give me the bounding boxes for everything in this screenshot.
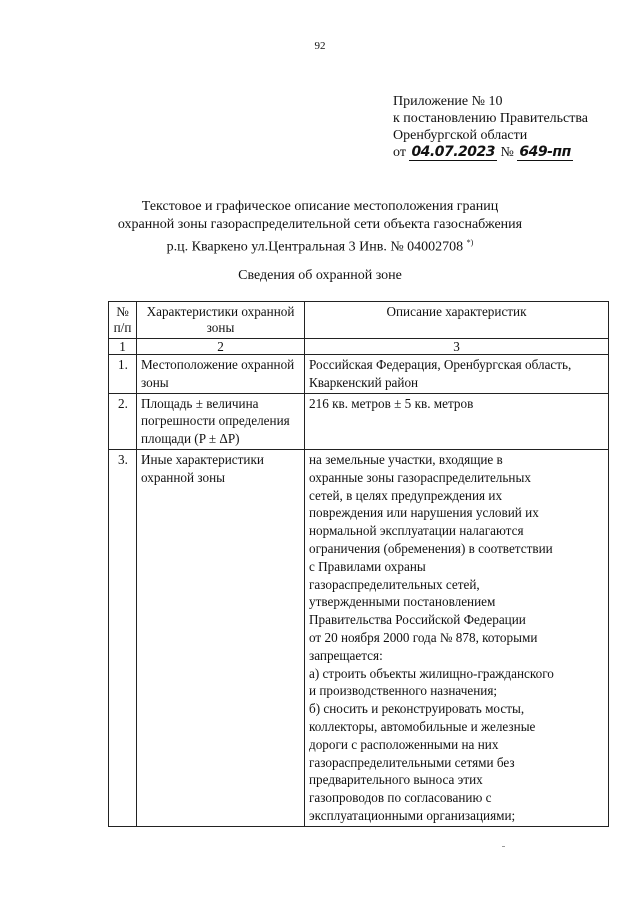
number-prefix: № [500,145,514,160]
description-line: коллекторы, автомобильные и железные [309,718,536,734]
appendix-block [393,93,623,161]
appendix-line-1: Приложение № 10 [393,94,503,109]
section-subtitle: Сведения об охранной зоне [238,268,402,283]
description-line: дороги с расположенными на них [309,736,499,752]
row-number: 2. [109,393,137,449]
zone-info-table [108,301,609,827]
index-cell-3: 3 [305,339,609,355]
handwritten-date: 04.07.2023 [411,144,496,160]
description-line: б) сносить и реконструировать мосты, [309,701,525,717]
description-line: эксплуатационными организациями; [309,807,516,823]
title-line-1: Текстовое и графическое описание местоположения границ [141,199,499,214]
description-line: Правительства Российской Федерации [309,612,526,628]
footnote-mark: *) [466,238,474,247]
description-line: утвержденными постановлением [309,594,496,610]
index-cell-2: 2 [137,339,305,355]
description-line: запрещается: [309,647,383,663]
row-characteristic: Площадь ± величина погрешности определения площади (P ± ΔP) [137,393,305,449]
document-title [0,198,640,257]
description-line: газораспределительными сетями без [309,754,515,770]
handwritten-number: 649-пп [519,144,571,160]
description-line: с Правилами охраны [309,558,426,574]
title-line-2: охранной зоны газораспределительной сети объекта газоснабжения [117,217,523,232]
header-number: № п/п [109,302,137,339]
table-row [109,393,609,449]
table-row [109,449,609,826]
scan-speck [502,846,505,847]
row-description: 216 кв. метров ± 5 кв. метров [305,393,609,449]
row-number: 3. [109,449,137,826]
index-cell-1: 1 [109,339,137,355]
description-line: нормальной эксплуатации налагаются [309,523,524,539]
table-row [109,355,609,394]
header-description: Описание характеристик [305,302,609,339]
row-characteristic: Иные характеристики охранной зоны [137,449,305,826]
description-line: на земельные участки, входящие в [309,451,503,467]
date-prefix: от [393,145,406,160]
description-line: а) строить объекты жилищно-гражданского [309,665,554,681]
row-description: Российская Федерация, Оренбургская область, Кваркенский район [305,355,609,394]
title-line-3 [0,234,640,257]
appendix-date-line [393,144,623,161]
row-characteristic: Местоположение охранной зоны [137,355,305,394]
description-line: охранные зоны газораспределительных [309,469,531,485]
appendix-line-2: к постановлению Правительства [393,111,589,126]
description-line: от 20 ноября 2000 года № 878, которыми [309,629,538,645]
description-line: ограничения (обременения) в соответствии [309,540,553,556]
description-line: сетей, в целях предупреждения их [309,487,503,503]
description-line: и производственного назначения; [309,683,498,699]
row-number: 1. [109,355,137,394]
appendix-line-3: Оренбургской области [393,128,528,143]
page-number: 92 [314,40,326,52]
description-line: газораспределительных сетей, [309,576,480,592]
description-line: предварительного выноса этих [309,772,483,788]
description-line: повреждения или нарушения условий их [309,505,539,521]
table-index-row [109,339,609,355]
description-line: газопроводов по согласованию с [309,790,492,806]
title-line-3-text: р.ц. Кваркено ул.Центральная 3 Инв. № 04002708 [166,239,464,255]
header-characteristic: Характеристики охранной зоны [137,302,305,339]
row-description [305,449,609,826]
table-header-row [109,302,609,339]
